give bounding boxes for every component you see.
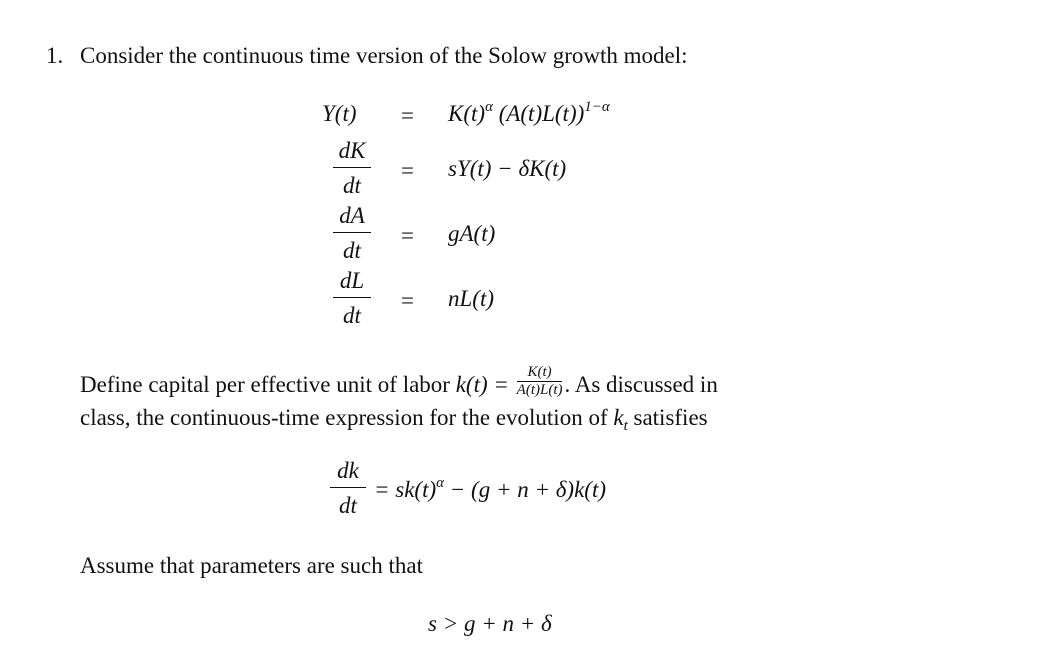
problem-number: 1. <box>46 43 64 68</box>
eq4-numerator: dL <box>339 268 365 293</box>
evolution-fraction <box>330 459 366 517</box>
eq3-rhs: gA(t) <box>448 221 496 246</box>
assumption-inequality: s > g + n + δ <box>428 611 552 636</box>
definition-text-start: Define capital per effective unit of labor <box>80 371 450 397</box>
evolution-rhs: = $sk(t)^\alpha - (g + n + \delta)k(t)$ <box>374 475 607 502</box>
k-subscript-base: k <box>613 405 624 430</box>
k-definition-fraction <box>517 365 563 398</box>
definition-line-2-start: class, the continuous-time expression for the evolution of <box>80 405 608 430</box>
eq4-denominator: dt <box>343 303 361 328</box>
k-fraction-numerator: K(t) <box>527 364 552 380</box>
k-definition-lhs: k(t) = <box>455 371 509 397</box>
eq1-lhs: Y(t) <box>322 101 357 126</box>
eq1-equals: = <box>401 103 414 128</box>
evolution-numerator: dk <box>337 458 359 483</box>
eq3-denominator: dt <box>343 238 361 263</box>
eq2-rhs: sY(t) − δK(t) <box>448 156 567 181</box>
fraction-bar <box>333 297 371 298</box>
eq2-fraction <box>333 139 371 197</box>
definition-line-2 <box>80 405 708 434</box>
eq4-rhs: nL(t) <box>448 286 494 311</box>
eq3-fraction <box>333 204 371 262</box>
definition-line-1 <box>80 364 718 403</box>
fraction-bar <box>333 232 371 233</box>
eq3-equals: = <box>401 223 414 248</box>
eq3-numerator: dA <box>339 203 365 228</box>
eq4-equals: = <box>401 288 414 313</box>
problem-intro: Consider the continuous time version of the Solow growth model: <box>80 43 688 68</box>
eq2-denominator: dt <box>343 173 361 198</box>
definition-line-2-end: satisfies <box>633 405 708 430</box>
definition-text-end: . As discussed in <box>564 371 718 397</box>
eq2-numerator: dK <box>338 138 366 163</box>
k-fraction-denominator: A(t)L(t) <box>516 382 563 398</box>
eq1-rhs: $K(t)^\alpha$ $(A(t)L(t))^{1-\alpha}$ <box>448 99 610 126</box>
assumption-text: Assume that parameters are such that <box>80 553 423 578</box>
eq2-equals: = <box>401 158 414 183</box>
fraction-bar <box>330 487 366 488</box>
evolution-denominator: dt <box>339 493 357 518</box>
eq4-fraction <box>333 269 371 327</box>
k-subscript: t <box>623 418 628 434</box>
fraction-bar <box>333 167 371 168</box>
